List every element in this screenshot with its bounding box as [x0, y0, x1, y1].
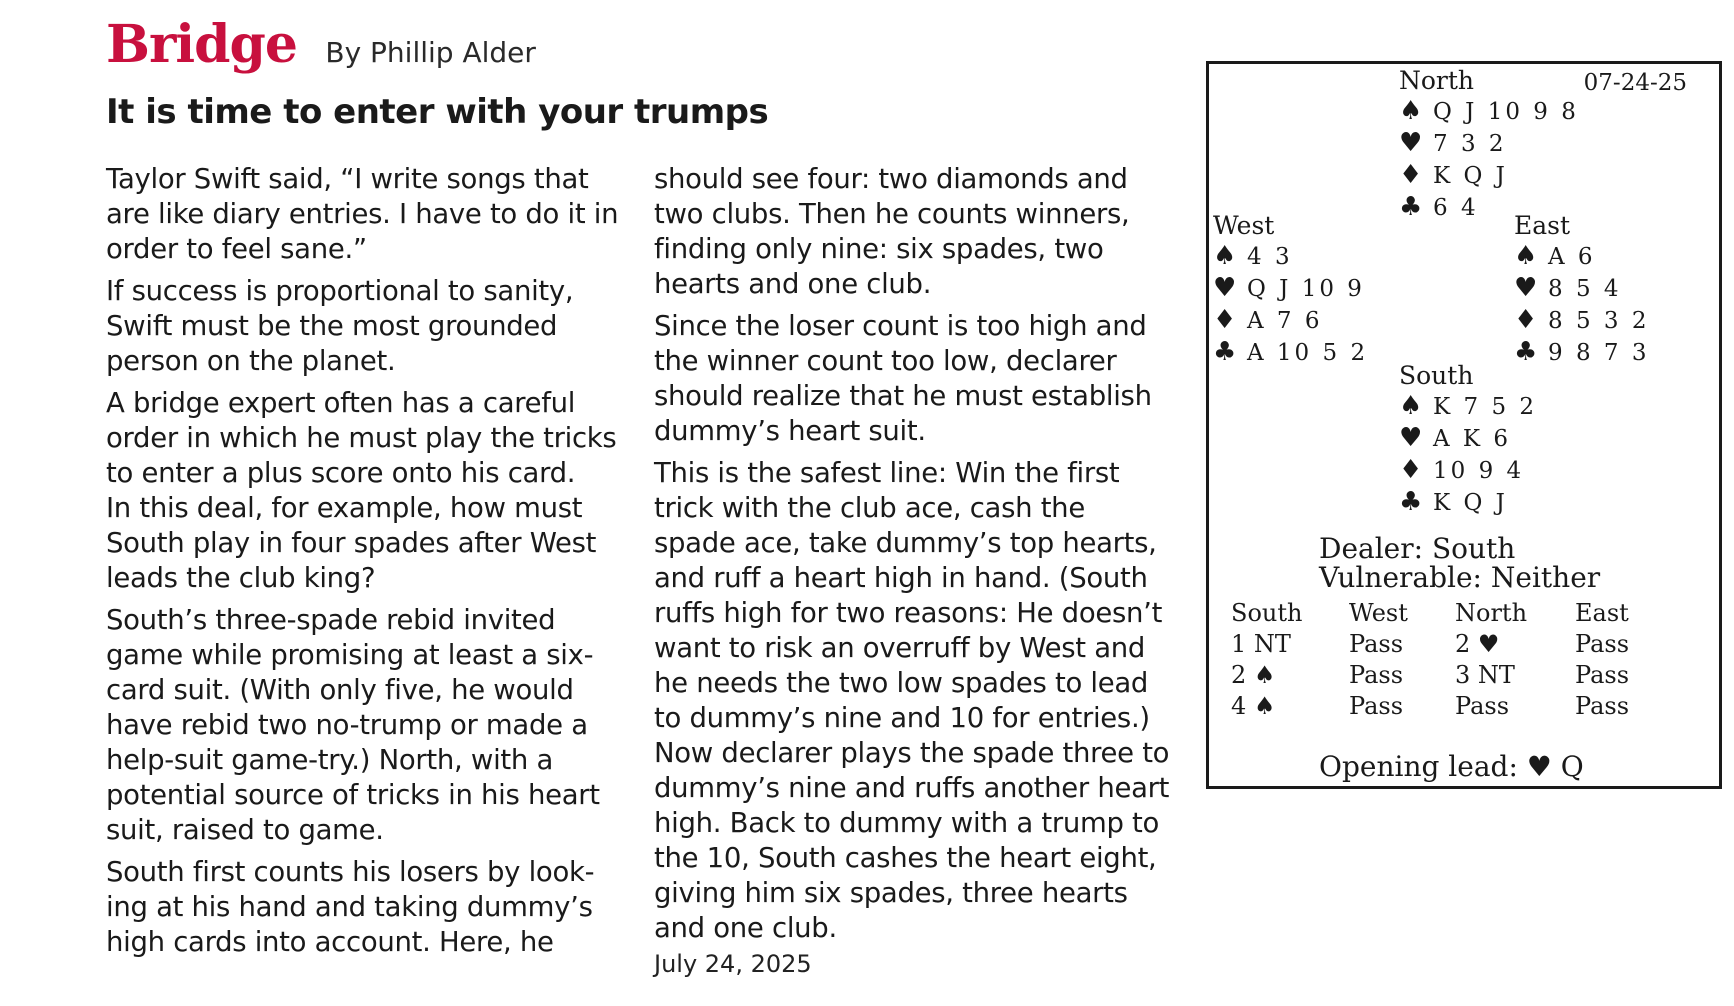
article-column-1: [106, 162, 626, 967]
club-icon: ♣: [1213, 337, 1237, 367]
article-line: suit, raised to game.: [106, 814, 384, 846]
east-spades: ♠ A 6: [1514, 241, 1596, 271]
heart-icon: ♥: [1399, 423, 1423, 453]
article-line: should see four: two diamonds and: [654, 163, 1128, 195]
article-line: trick with the club ace, cash the: [654, 492, 1085, 524]
article-line: to enter a plus score onto his card.: [106, 457, 576, 489]
east-hearts: ♥ 8 5 4: [1514, 273, 1622, 303]
article-paragraph: [654, 162, 1174, 302]
article-paragraph: [654, 456, 1174, 946]
article-line: South play in four spades after West: [106, 527, 597, 559]
article-line: Taylor Swift said, “I write songs that: [106, 163, 589, 195]
article-line: he needs the two low spades to lead: [654, 667, 1149, 699]
auction-bid: Pass: [1575, 692, 1630, 720]
article-paragraph: [106, 386, 626, 596]
article-line: South’s three-spade rebid invited: [106, 604, 556, 636]
west-clubs: ♣ A 10 5 2: [1213, 337, 1369, 367]
byline: By Phillip Alder: [325, 36, 536, 69]
diagram-date-code: 07-24-25: [1583, 70, 1687, 96]
article-line: two clubs. Then he counts winners,: [654, 198, 1130, 230]
west-spades: ♠ 4 3: [1213, 241, 1293, 271]
east-label: East: [1514, 211, 1571, 240]
west-diamonds: ♦ A 7 6: [1213, 305, 1323, 335]
article-line: Swift must be the most grounded: [106, 310, 558, 342]
article-line: In this deal, for example, how must: [106, 492, 583, 524]
auction-bid: Pass: [1349, 630, 1404, 658]
north-clubs: ♣ 6 4: [1399, 192, 1479, 222]
auction-bid: Pass: [1455, 692, 1510, 720]
north-hearts: ♥ 7 3 2: [1399, 128, 1507, 158]
article-line: leads the club king?: [106, 562, 376, 594]
article-column-2: [654, 162, 1174, 953]
diamond-icon: ♦: [1514, 305, 1538, 335]
article-line: If success is proportional to sanity,: [106, 275, 574, 307]
auction-bid: 2 ♠: [1231, 661, 1276, 689]
article-line: have rebid two no-trump or made a: [106, 709, 588, 741]
article-line: A bridge expert often has a careful: [106, 387, 576, 419]
article-line: want to risk an overruff by West and: [654, 632, 1146, 664]
spade-icon: ♠: [1514, 241, 1538, 271]
article-line: order to feel sane.”: [106, 233, 367, 265]
north-spades: ♠ Q J 10 9 8: [1399, 96, 1579, 126]
south-spades: ♠ K 7 5 2: [1399, 391, 1538, 421]
auction-bid: 1 NT: [1231, 630, 1291, 658]
auction-bid: 4 ♠: [1231, 692, 1276, 720]
east-clubs: ♣ 9 8 7 3: [1514, 337, 1650, 367]
article-line: spade ace, take dummy’s top hearts,: [654, 527, 1157, 559]
auction-table: [1231, 599, 1701, 723]
article-paragraph: [106, 162, 626, 267]
auction-row: [1231, 630, 1701, 661]
vulnerability-line: Vulnerable: Neither: [1319, 561, 1601, 594]
article-line: and one club.: [654, 912, 837, 944]
south-hand: [1399, 361, 1537, 519]
article-paragraph: [654, 309, 1174, 449]
south-label: South: [1399, 361, 1474, 390]
column-brand: Bridge: [106, 14, 297, 75]
article-paragraph: [106, 274, 626, 379]
headline: It is time to enter with your trumps: [106, 92, 769, 132]
diamond-icon: ♦: [1213, 305, 1237, 335]
article-line: and ruff a heart high in hand. (South: [654, 562, 1148, 594]
heart-icon: ♥: [1514, 273, 1538, 303]
article-line: ruffs high for two reasons: He doesn’t: [654, 597, 1163, 629]
south-diamonds: ♦ 10 9 4: [1399, 455, 1525, 485]
article-line: giving him six spades, three hearts: [654, 877, 1128, 909]
club-icon: ♣: [1399, 487, 1423, 517]
auction-bid: Pass: [1349, 661, 1404, 689]
article-line: potential source of tricks in his heart: [106, 779, 600, 811]
article-line: high. Back to dummy with a trump to: [654, 807, 1160, 839]
article-line: help-suit game-try.) North, with a: [106, 744, 554, 776]
auction-bid: Pass: [1575, 630, 1630, 658]
east-hand: [1514, 211, 1649, 369]
west-hand: [1213, 211, 1368, 369]
auction-header-row: [1231, 599, 1701, 630]
auction-header: South: [1231, 599, 1303, 627]
west-hearts: ♥ Q J 10 9: [1213, 273, 1365, 303]
article-line: Now declarer plays the spade three to: [654, 737, 1170, 769]
dealer-line: Dealer: South: [1319, 532, 1516, 565]
article-line: are like diary entries. I have to do it in: [106, 198, 619, 230]
article-line: South first counts his losers by look-: [106, 856, 595, 888]
auction-header: East: [1575, 599, 1629, 627]
article-line: dummy’s heart suit.: [654, 415, 926, 447]
auction-header: West: [1349, 599, 1408, 627]
diamond-icon: ♦: [1399, 455, 1423, 485]
heart-icon: ♥: [1399, 128, 1423, 158]
spade-icon: ♠: [1399, 391, 1423, 421]
article-line: Since the loser count is too high and: [654, 310, 1147, 342]
auction-row: [1231, 661, 1701, 692]
article-line: order in which he must play the tricks: [106, 422, 617, 454]
club-icon: ♣: [1399, 192, 1423, 222]
spade-icon: ♠: [1213, 241, 1237, 271]
article-line: card suit. (With only five, he would: [106, 674, 574, 706]
heart-icon: ♥: [1213, 273, 1237, 303]
masthead: [106, 14, 536, 74]
north-label: North: [1399, 66, 1475, 95]
article-line: the 10, South cashes the heart eight,: [654, 842, 1157, 874]
article-line: should realize that he must establish: [654, 380, 1152, 412]
auction-header: North: [1455, 599, 1528, 627]
east-diamonds: ♦ 8 5 3 2: [1514, 305, 1650, 335]
article-line: high cards into account. Here, he: [106, 926, 554, 958]
auction-bid: Pass: [1575, 661, 1630, 689]
publication-date: July 24, 2025: [654, 950, 812, 978]
south-clubs: ♣ K Q J: [1399, 487, 1508, 517]
auction-bid: Pass: [1349, 692, 1404, 720]
bridge-deal-diagram: [1206, 61, 1722, 789]
auction-bid: 2 ♥: [1455, 630, 1500, 658]
north-diamonds: ♦ K Q J: [1399, 160, 1508, 190]
article-line: finding only nine: six spades, two: [654, 233, 1104, 265]
west-label: West: [1213, 211, 1275, 240]
diamond-icon: ♦: [1399, 160, 1423, 190]
article-line: the winner count too low, declarer: [654, 345, 1117, 377]
auction-row: [1231, 692, 1701, 723]
article-line: dummy’s nine and ruffs another heart: [654, 772, 1170, 804]
opening-lead: Opening lead: ♥ Q: [1319, 750, 1584, 783]
north-hand: [1399, 66, 1579, 224]
article-line: ing at his hand and taking dummy’s: [106, 891, 593, 923]
article-line: to dummy’s nine and 10 for entries.): [654, 702, 1150, 734]
article-paragraph: [106, 603, 626, 848]
article-line: This is the safest line: Win the first: [654, 457, 1120, 489]
article-line: person on the planet.: [106, 345, 396, 377]
club-icon: ♣: [1514, 337, 1538, 367]
spade-icon: ♠: [1399, 96, 1423, 126]
article-paragraph: [106, 855, 626, 960]
article-line: game while promising at least a six-: [106, 639, 594, 671]
auction-bid: 3 NT: [1455, 661, 1515, 689]
south-hearts: ♥ A K 6: [1399, 423, 1512, 453]
article-line: hearts and one club.: [654, 268, 932, 300]
